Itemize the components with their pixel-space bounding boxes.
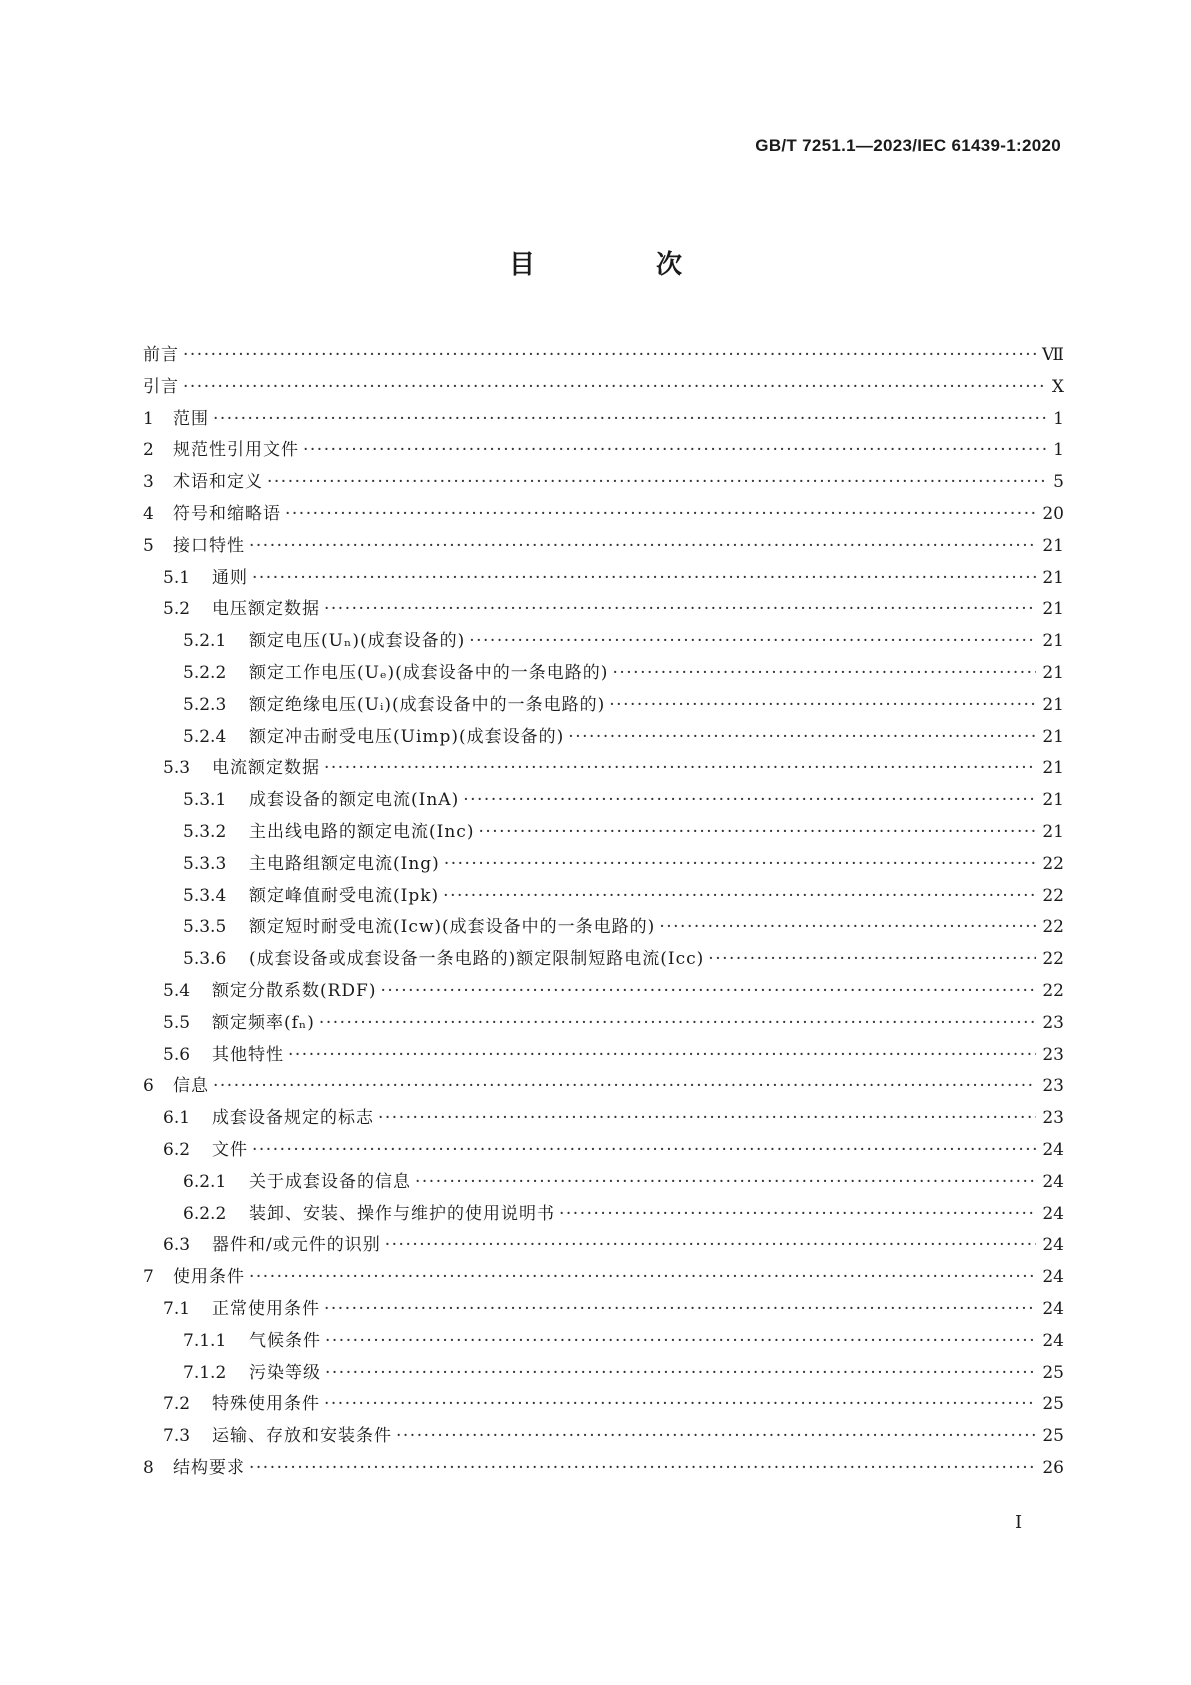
toc-leader-dots bbox=[183, 372, 1046, 402]
toc-leader-dots bbox=[324, 1294, 1036, 1324]
toc-entry-title: 范围 bbox=[173, 408, 209, 429]
toc-entry-page: 21 bbox=[1042, 822, 1064, 842]
toc-entry-page: 20 bbox=[1042, 504, 1064, 524]
toc-entry-page: 22 bbox=[1042, 853, 1064, 874]
toc-entry-title: 运输、存放和安装条件 bbox=[212, 1426, 392, 1447]
toc-entry-page: 24 bbox=[1042, 1299, 1064, 1319]
toc-entry[interactable] bbox=[0, 1389, 1191, 1419]
toc-entry-page: 1 bbox=[1053, 408, 1064, 429]
toc-entry-page: 24 bbox=[1042, 1171, 1064, 1192]
toc-entry-number: 6.1 bbox=[163, 1108, 191, 1129]
toc-entry[interactable] bbox=[0, 563, 1191, 593]
toc-leader-dots bbox=[249, 531, 1036, 561]
toc-entry-page: 21 bbox=[1042, 726, 1064, 747]
toc-entry[interactable] bbox=[0, 1199, 1191, 1229]
toc-entry-page: 24 bbox=[1042, 1267, 1064, 1288]
toc-entry-page: 21 bbox=[1042, 599, 1064, 620]
toc-entry-number: 5.3.3 bbox=[183, 853, 227, 874]
toc-entry-title: 污染等级 bbox=[249, 1362, 321, 1383]
toc-entry-title: 符号和缩略语 bbox=[173, 504, 281, 524]
toc-entry-title: 主出线电路的额定电流(Inc) bbox=[249, 822, 475, 842]
toc-entry-title: 关于成套设备的信息 bbox=[249, 1171, 411, 1192]
toc-leader-dots bbox=[319, 1008, 1036, 1038]
toc-entry-number: 8 bbox=[143, 1458, 154, 1478]
toc-leader-dots bbox=[378, 1103, 1036, 1133]
toc-entry[interactable] bbox=[0, 1040, 1191, 1070]
toc-leader-dots bbox=[183, 340, 1036, 370]
toc-entry-number: 5 bbox=[143, 535, 154, 556]
toc-entry-page: 21 bbox=[1042, 535, 1064, 556]
toc-leader-dots bbox=[252, 1135, 1036, 1165]
toc-entry-title: 主电路组额定电流(Ing) bbox=[249, 853, 440, 874]
toc-entry-page: 23 bbox=[1042, 1012, 1064, 1033]
toc-entry[interactable] bbox=[0, 531, 1191, 561]
toc-entry-title: 额定峰值耐受电流(Ipk) bbox=[249, 885, 440, 906]
toc-entry[interactable] bbox=[0, 1167, 1191, 1197]
toc-entry[interactable] bbox=[0, 372, 1191, 402]
toc-leader-dots bbox=[443, 881, 1036, 911]
toc-entry[interactable] bbox=[0, 849, 1191, 879]
toc-entry-title: 结构要求 bbox=[173, 1458, 245, 1478]
toc-entry[interactable] bbox=[0, 1135, 1191, 1165]
toc-entry-page: 24 bbox=[1042, 1330, 1064, 1351]
toc-entry[interactable] bbox=[0, 626, 1191, 656]
toc-entry-title: 使用条件 bbox=[173, 1267, 245, 1288]
toc-entry-page: 1 bbox=[1053, 440, 1064, 461]
toc-leader-dots bbox=[285, 499, 1036, 529]
toc-entry[interactable] bbox=[0, 467, 1191, 497]
toc-leader-dots bbox=[469, 626, 1036, 656]
toc-entry-number: 5.2.3 bbox=[183, 694, 227, 715]
toc-leader-dots bbox=[325, 1326, 1036, 1356]
toc-entry-number: 7 bbox=[143, 1267, 154, 1288]
toc-entry-page: 24 bbox=[1042, 1140, 1064, 1160]
toc-entry[interactable] bbox=[0, 1008, 1191, 1038]
toc-entry-number: 6.3 bbox=[163, 1235, 191, 1256]
toc-entry-title: 额定电压(Uₙ)(成套设备的) bbox=[249, 631, 466, 652]
toc-entry[interactable] bbox=[0, 1071, 1191, 1101]
toc-entry-page: 21 bbox=[1042, 631, 1064, 652]
toc-entry[interactable] bbox=[0, 722, 1191, 752]
toc-leader-dots bbox=[267, 467, 1046, 497]
toc-entry-page: 23 bbox=[1042, 1108, 1064, 1129]
toc-leader-dots bbox=[568, 722, 1036, 752]
toc-entry-title: 额定工作电压(Uₑ)(成套设备中的一条电路的) bbox=[249, 663, 609, 683]
toc-leader-dots bbox=[249, 1262, 1036, 1292]
toc-entry-title: 规范性引用文件 bbox=[173, 440, 299, 461]
toc-entry-number: 5.2.2 bbox=[183, 663, 227, 683]
toc-entry-title: 成套设备规定的标志 bbox=[212, 1108, 374, 1129]
toc-entry-title: 前言 bbox=[143, 345, 179, 365]
toc-entry[interactable] bbox=[0, 785, 1191, 815]
toc-entry[interactable] bbox=[0, 690, 1191, 720]
toc-entry-number: 2 bbox=[143, 440, 154, 461]
toc-entry[interactable] bbox=[0, 1294, 1191, 1324]
toc-entry[interactable] bbox=[0, 1103, 1191, 1133]
toc-entry-number: 1 bbox=[143, 408, 154, 429]
toc-leader-dots bbox=[324, 753, 1036, 783]
toc-entry-title: (成套设备或成套设备一条电路的)额定限制短路电流(Icc) bbox=[249, 949, 705, 970]
toc-entry-number: 5.3.4 bbox=[183, 885, 227, 906]
toc-entry[interactable] bbox=[0, 976, 1191, 1006]
toc-entry-number: 5.3.6 bbox=[183, 949, 227, 970]
toc-entry-number: 7.3 bbox=[163, 1426, 191, 1447]
toc-entry-title: 电流额定数据 bbox=[212, 758, 320, 779]
toc-entry-number: 5.3.2 bbox=[183, 822, 227, 842]
toc-entry-page: 5 bbox=[1053, 472, 1064, 493]
toc-entry-title: 接口特性 bbox=[173, 535, 245, 556]
toc-entry-page: 21 bbox=[1042, 567, 1064, 588]
toc-entry[interactable] bbox=[0, 912, 1191, 942]
toc-entry[interactable] bbox=[0, 817, 1191, 847]
toc-entry[interactable] bbox=[0, 944, 1191, 974]
toc-entry[interactable] bbox=[0, 658, 1191, 688]
toc-entry[interactable] bbox=[0, 594, 1191, 624]
toc-entry-page: 21 bbox=[1042, 663, 1064, 683]
toc-entry-number: 3 bbox=[143, 472, 154, 493]
toc-entry-number: 7.1.1 bbox=[183, 1330, 227, 1351]
toc-entry-title: 正常使用条件 bbox=[212, 1299, 320, 1319]
toc-entry[interactable] bbox=[0, 1358, 1191, 1388]
toc-entry-number: 5.3.1 bbox=[183, 790, 227, 811]
toc-entry-number: 5.6 bbox=[163, 1044, 191, 1065]
toc-entry-page: Ⅹ bbox=[1051, 376, 1064, 397]
toc-entry-title: 额定分散系数(RDF) bbox=[212, 981, 377, 1001]
toc-entry-title: 术语和定义 bbox=[173, 472, 263, 493]
toc-entry-title: 信息 bbox=[173, 1076, 209, 1097]
toc-entry-number: 4 bbox=[143, 504, 154, 524]
toc-entry-title: 电压额定数据 bbox=[212, 599, 320, 620]
toc-entry-title: 装卸、安装、操作与维护的使用说明书 bbox=[249, 1203, 555, 1224]
toc-entry-page: 22 bbox=[1042, 949, 1064, 970]
toc-leader-dots bbox=[444, 849, 1037, 879]
toc-leader-dots bbox=[324, 1389, 1036, 1419]
toc-entry-page: 26 bbox=[1042, 1458, 1064, 1478]
toc-entry-page: 24 bbox=[1042, 1235, 1064, 1256]
toc-entry[interactable] bbox=[0, 1230, 1191, 1260]
toc-entry-number: 5.1 bbox=[163, 567, 191, 588]
toc-leader-dots bbox=[288, 1040, 1036, 1070]
toc-entry-number: 5.2.4 bbox=[183, 726, 227, 747]
toc-leader-dots bbox=[708, 944, 1036, 974]
toc-leader-dots bbox=[609, 690, 1036, 720]
toc-leader-dots bbox=[559, 1199, 1036, 1229]
toc-entry-title: 器件和/或元件的识别 bbox=[212, 1235, 381, 1256]
toc-entry-number: 5.3 bbox=[163, 758, 191, 779]
toc-entry[interactable] bbox=[0, 881, 1191, 911]
toc-entry-number: 7.1.2 bbox=[183, 1362, 227, 1383]
toc-entry-number: 6.2.2 bbox=[183, 1203, 227, 1224]
toc-entry-page: 23 bbox=[1042, 1076, 1064, 1097]
toc-leader-dots bbox=[249, 1453, 1036, 1483]
toc-leader-dots bbox=[478, 817, 1036, 847]
toc-entry-title: 文件 bbox=[212, 1140, 248, 1160]
toc-entry-number: 6.2 bbox=[163, 1140, 191, 1160]
toc-entry-title: 额定短时耐受电流(Icw)(成套设备中的一条电路的) bbox=[249, 917, 656, 938]
toc-entry-title: 引言 bbox=[143, 376, 179, 397]
toc-leader-dots bbox=[396, 1421, 1036, 1451]
toc-entry-page: 25 bbox=[1042, 1394, 1064, 1415]
toc-entry-title: 特殊使用条件 bbox=[212, 1394, 320, 1415]
toc-entry-page: 21 bbox=[1042, 758, 1064, 779]
toc-entry-title: 成套设备的额定电流(InA) bbox=[249, 790, 460, 811]
toc-leader-dots bbox=[381, 976, 1037, 1006]
toc-entry-page: 22 bbox=[1042, 885, 1064, 906]
page-number: I bbox=[1015, 1512, 1023, 1533]
toc-leader-dots bbox=[463, 785, 1036, 815]
toc-entry-page: 21 bbox=[1042, 694, 1064, 715]
toc-entry-title: 气候条件 bbox=[249, 1330, 321, 1351]
toc-entry-number: 7.2 bbox=[163, 1394, 191, 1415]
toc-entry-number: 5.3.5 bbox=[183, 917, 227, 938]
toc-entry-number: 5.5 bbox=[163, 1012, 191, 1033]
toc-leader-dots bbox=[303, 435, 1046, 465]
toc-entry-page: 25 bbox=[1042, 1362, 1064, 1383]
toc-leader-dots bbox=[213, 1071, 1036, 1101]
document-code: GB/T 7251.1—2023/IEC 61439-1:2020 bbox=[755, 136, 1061, 155]
toc-leader-dots bbox=[659, 912, 1036, 942]
toc-entry[interactable] bbox=[0, 499, 1191, 529]
toc-entry[interactable] bbox=[0, 1326, 1191, 1356]
toc-entry-page: Ⅶ bbox=[1042, 345, 1064, 365]
toc-entry-page: 25 bbox=[1042, 1426, 1064, 1447]
toc-entry-page: 22 bbox=[1042, 917, 1064, 938]
toc-entry-page: 24 bbox=[1042, 1203, 1064, 1224]
toc-entry[interactable] bbox=[0, 753, 1191, 783]
toc-entry-title: 其他特性 bbox=[212, 1044, 284, 1065]
toc-entry-number: 5.2 bbox=[163, 599, 191, 620]
toc-entry-title: 额定频率(fₙ) bbox=[212, 1012, 315, 1033]
toc-entry-page: 21 bbox=[1042, 790, 1064, 811]
toc-entry-page: 22 bbox=[1042, 981, 1064, 1001]
toc-entry[interactable] bbox=[0, 1262, 1191, 1292]
toc-entry-number: 6 bbox=[143, 1076, 154, 1097]
toc-leader-dots bbox=[324, 594, 1036, 624]
toc-leader-dots bbox=[612, 658, 1036, 688]
toc-entry[interactable] bbox=[0, 340, 1191, 370]
toc-entry-page: 23 bbox=[1042, 1044, 1064, 1065]
toc-entry-number: 5.2.1 bbox=[183, 631, 227, 652]
toc-entry[interactable] bbox=[0, 1421, 1191, 1451]
toc-title: 目 次 bbox=[508, 250, 739, 280]
toc-entry-number: 6.2.1 bbox=[183, 1171, 227, 1192]
toc-entry-title: 额定绝缘电压(Uᵢ)(成套设备中的一条电路的) bbox=[249, 694, 606, 715]
toc-leader-dots bbox=[213, 404, 1046, 434]
toc-leader-dots bbox=[325, 1358, 1036, 1388]
toc-leader-dots bbox=[385, 1230, 1037, 1260]
toc-entry-title: 通则 bbox=[212, 567, 248, 588]
toc-entry[interactable] bbox=[0, 435, 1191, 465]
toc-entry[interactable] bbox=[0, 404, 1191, 434]
toc-entry[interactable] bbox=[0, 1453, 1191, 1483]
toc-entry-title: 额定冲击耐受电压(Uimp)(成套设备的) bbox=[249, 726, 565, 747]
toc-entry-number: 5.4 bbox=[163, 981, 191, 1001]
toc-leader-dots bbox=[252, 563, 1036, 593]
toc-leader-dots bbox=[415, 1167, 1036, 1197]
toc-entry-number: 7.1 bbox=[163, 1299, 191, 1319]
